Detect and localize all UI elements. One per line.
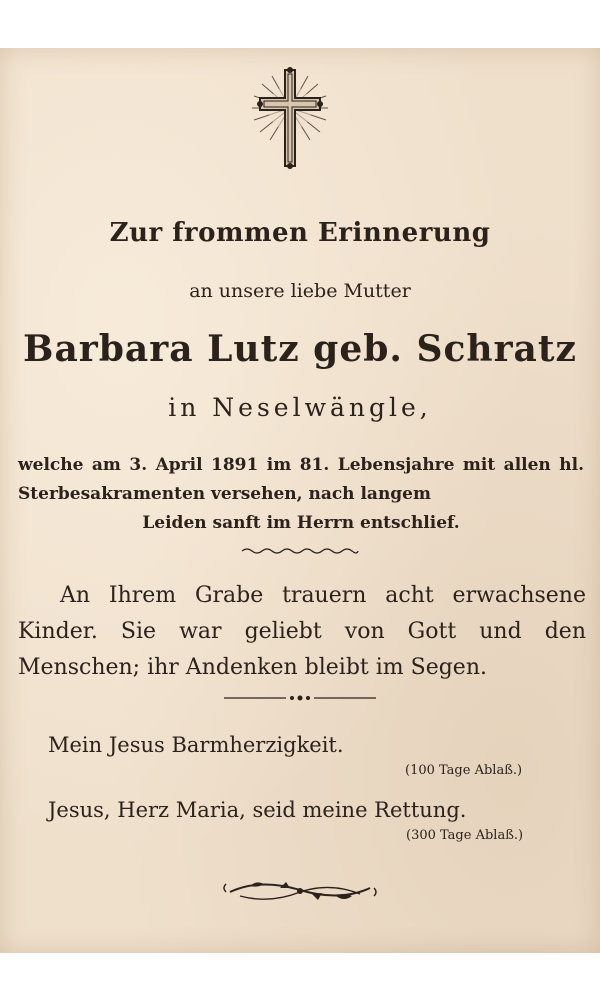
deceased-place: in Neselwängle, [168,393,432,422]
card-title: Zur frommen Erinnerung [109,218,491,248]
ornamental-rule-divider [222,688,378,698]
deceased-name: Barbara Lutz geb. Schratz [23,328,577,370]
mourning-paragraph: An Ihrem Grabe trauern acht erwachsene Kinder. Sie war geliebt von Gott und den Menschen; ihr Andenken bleibt im Segen. [18,583,586,680]
prayer-line-1: Mein Jesus Barmherzigkeit. [48,733,344,757]
death-notice-last: Leiden sanft im Herrn entschlief. [142,513,460,533]
radiant-cross-icon [250,66,330,176]
wavy-line-divider [240,542,360,554]
prayer-line-2: Jesus, Herz Maria, seid meine Rettung. [48,798,467,822]
indulgence-note-2: (300 Tage Ablaß.) [406,828,524,843]
indulgence-note-1: (100 Tage Ablaß.) [405,763,523,778]
floral-flourish-ornament [220,874,380,906]
death-notice [18,451,584,538]
card-subtitle: an unsere liebe Mutter [189,280,411,302]
death-notice-main: welche am 3. April 1891 im 81. Lebensjahre mit allen hl. Sterbesakramenten versehen, nach langem [18,455,584,504]
memorial-card [0,48,600,953]
